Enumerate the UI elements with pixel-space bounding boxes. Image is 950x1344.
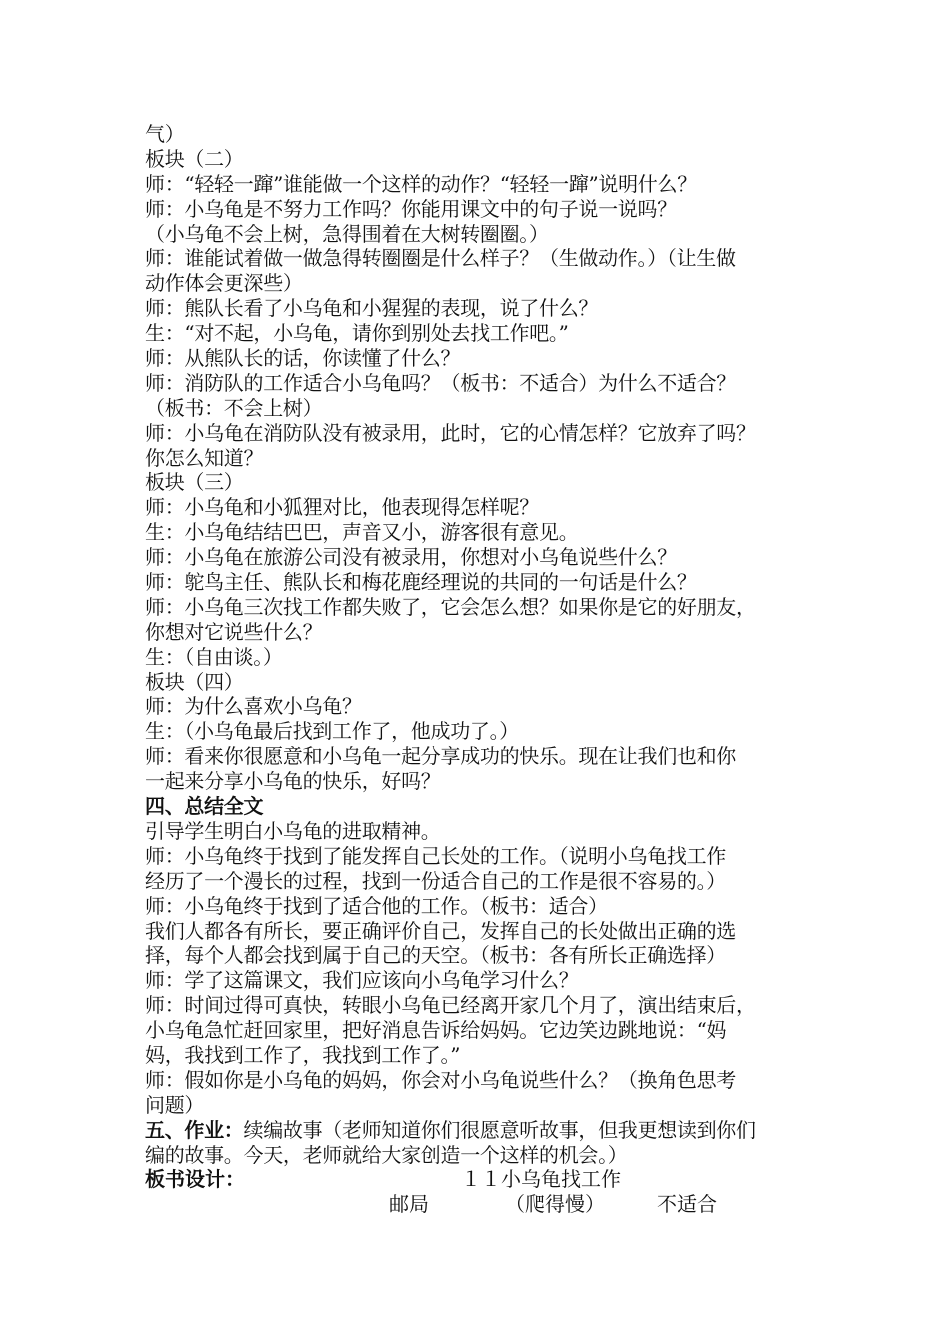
text-line: 师：小乌龟在消防队没有被录用，此时，它的心情怎样？它放弃了吗？ (145, 420, 756, 445)
text-line: 师：学了这篇课文，我们应该向小乌龟学习什么？ (145, 968, 579, 993)
text-line: 师：谁能试着做一做急得转圈圈是什么样子？（生做动作。）（让生做 (145, 246, 736, 271)
text-line: 师：小乌龟和小狐狸对比，他表现得怎样呢？ (145, 495, 539, 520)
text-line: 师：鸵鸟主任、熊队长和梅花鹿经理说的共同的一句话是什么？ (145, 570, 697, 595)
text-line: 生：“对不起，小乌龟，请你到别处去找工作吧。” (145, 321, 569, 346)
text-line: 择，每个人都会找到属于自己的天空。（板书：各有所长正确选择） (145, 943, 726, 968)
homework-line-1 (145, 1118, 825, 1143)
text-line: 师：看来你很愿意和小乌龟一起分享成功的快乐。现在让我们也和你 (145, 744, 736, 769)
board-col-1: 邮局 (389, 1192, 429, 1217)
text-line: 师：消防队的工作适合小乌龟吗？（板书：不适合）为什么不适合？ (145, 370, 736, 395)
text-line: 师：从熊队长的话，你读懂了什么？ (145, 346, 461, 371)
text-line: （板书：不会上树） (145, 395, 323, 420)
text-line: 你想对它说些什么？ (145, 619, 323, 644)
text-line: 师：小乌龟是不努力工作吗？你能用课文中的句子说一说吗？ (145, 196, 677, 221)
text-line: 师：为什么喜欢小乌龟？ (145, 694, 362, 719)
text-line: 师：熊队长看了小乌龟和小猩猩的表现，说了什么？ (145, 296, 599, 321)
text-line: 动作体会更深些） (145, 271, 303, 296)
text-line: 师：小乌龟三次找工作都失败了，它会怎么想？如果你是它的好朋友， (145, 594, 756, 619)
text-line: （小乌龟不会上树，急得围着在大树转圈圈。） (145, 221, 549, 246)
homework-line-2: 编的故事。今天，老师就给大家创造一个这样的机会。） (145, 1142, 628, 1167)
text-line: 妈，我找到工作了，我找到工作了。” (145, 1042, 461, 1067)
board-design-title: １１小乌龟找工作 (461, 1167, 621, 1192)
board-design-row (145, 1192, 825, 1217)
text-line: 你怎么知道？ (145, 445, 264, 470)
board-design-label: 板书设计： (145, 1167, 245, 1192)
text-line: 生：（自由谈。） (145, 644, 283, 669)
homework-text-1: 续编故事（老师知道你们很愿意听故事，但我更想读到你们 (243, 1117, 756, 1142)
board-col-3: 不适合 (657, 1192, 717, 1217)
text-line: 小乌龟急忙赶回家里，把好消息告诉给妈妈。它边笑边跳地说：“妈 (145, 1018, 727, 1043)
board-col-2: （爬得慢） (505, 1192, 605, 1217)
text-line: 师：小乌龟在旅游公司没有被录用，你想对小乌龟说些什么？ (145, 545, 677, 570)
homework-label: 五、作业： (145, 1117, 244, 1142)
text-line: 师：“轻轻一蹿”谁能做一个这样的动作？“轻轻一蹿”说明什么？ (145, 171, 697, 196)
section-heading: 四、总结全文 (145, 794, 264, 819)
text-line: 师：小乌龟终于找到了能发挥自己长处的工作。（说明小乌龟找工作 (145, 843, 726, 868)
text-line: 师：小乌龟终于找到了适合他的工作。（板书：适合） (145, 893, 608, 918)
text-line: 经历了一个漫长的过程，找到一份适合自己的工作是很不容易的。） (145, 868, 726, 893)
text-line: 板块（三） (145, 470, 244, 495)
text-line: 气） (145, 122, 185, 146)
text-line: 问题） (145, 1092, 205, 1117)
text-line: 师：时间过得可真快，转眼小乌龟已经离开家几个月了，演出结束后， (145, 993, 756, 1018)
text-line: 板块（二） (145, 146, 244, 171)
text-line: 师：假如你是小乌龟的妈妈，你会对小乌龟说些什么？（换角色思考 (145, 1067, 736, 1092)
text-line: 一起来分享小乌龟的快乐，好吗？ (145, 769, 441, 794)
document-body (145, 122, 825, 1217)
text-line: 生：小乌龟结结巴巴，声音又小，游客很有意见。 (145, 520, 579, 545)
text-line: 我们人都各有所长，要正确评价自己，发挥自己的长处做出正确的选 (145, 918, 736, 943)
text-line: 引导学生明白小乌龟的进取精神。 (145, 818, 441, 843)
text-line: 生：（小乌龟最后找到工作了，他成功了。） (145, 719, 519, 744)
lesson-text (145, 122, 825, 1118)
board-design-title-row (145, 1167, 825, 1192)
text-line: 板块（四） (145, 669, 244, 694)
